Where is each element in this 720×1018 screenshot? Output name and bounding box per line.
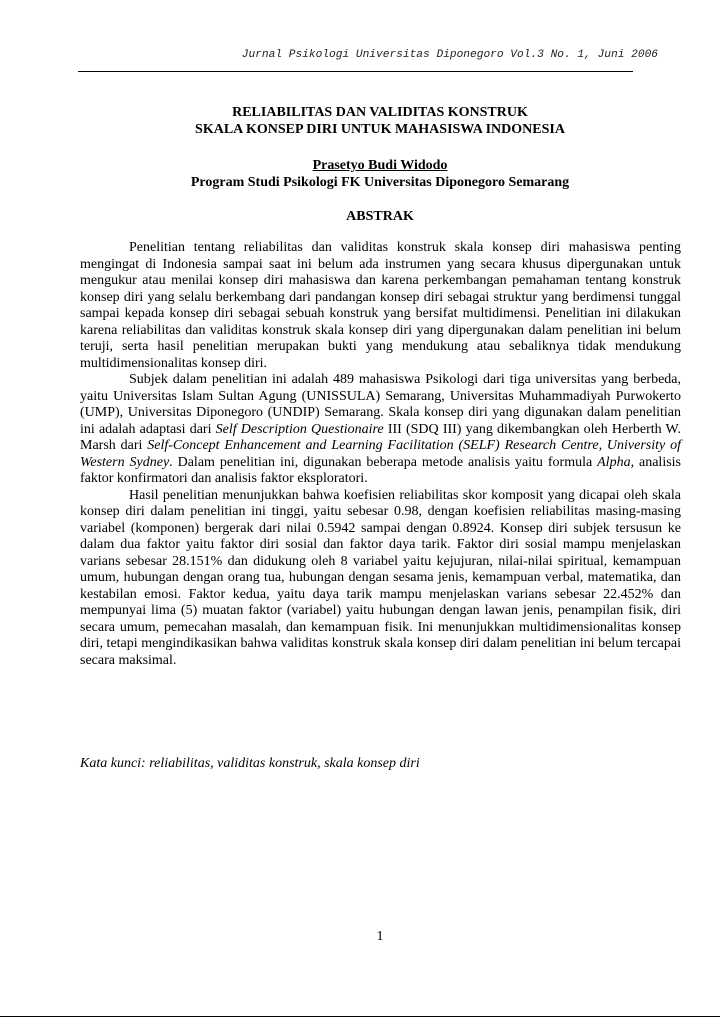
author-affiliation: Program Studi Psikologi FK Universitas Diponegoro Semarang [190, 175, 570, 190]
journal-running-head: Jurnal Psikologi Universitas Diponegoro Vol.3 No. 1, Juni 2006 [241, 49, 658, 61]
abstract-paragraph-1: Penelitian tentang reliabilitas dan validitas konstruk skala konsep diri mahasiswa penting mengingat di Indonesia sampai saat ini belum ada instrumen yang secara khusus dipergunakan untuk mengukur atau menilai konsep diri mahasiswa dan karena perkembangan pemahaman tentang konstruk konsep diri yang selalu berkembang dari pandangan konsep diri sebagai struktur yang berdimensi tunggal sampai kepada konsep diri sebagai sebuah konstruk yang bersifat multidimensi. Penelitian ini dilakukan karena reliabilitas dan validitas konstruk skala konsep diri yang dipergunakan dalam penelitian ini belum teruji, serta hasil penelitian merupakan bukti yang mendukung atau sebaliknya tidak mendukung multidimensionalitas konsep diri. [80, 240, 681, 371]
title-line-1: RELIABILITAS DAN VALIDITAS KONSTRUK [232, 105, 528, 120]
p2-text-1: Subjek dalam penelitian ini adalah 489 mahasiswa Psikologi dari tiga universitas yang berbeda, yaitu Universitas Islam Sultan Agung (UNISSULA) Semarang, Universitas Muhammadiyah Purwokerto (UMP), Universitas Diponegoro (UNDIP) Semarang. Skala konsep diri yang digunakan dalam penelitian ini adalah adaptasi dari [80, 372, 681, 437]
author-name: Prasetyo Budi Widodo [312, 158, 448, 173]
p2-italic-sdq: Self Description Questionaire [215, 421, 384, 437]
abstract-paragraph-2 [80, 372, 681, 488]
p2-text-2: III (SDQ III) yang dikembangkan oleh Herberth W. Marsh dari [80, 421, 681, 453]
header-rule [78, 71, 633, 72]
keywords: Kata kunci: reliabilitas, validitas konstruk, skala konsep diri [80, 756, 420, 771]
abstract-heading: ABSTRAK [346, 209, 414, 224]
p2-italic-alpha: Alpha, [597, 454, 635, 470]
p2-text-4: analisis faktor konfirmatori dan analisis faktor eksploratori. [80, 454, 682, 486]
p2-text-3: . Dalam penelitian ini, digunakan beberapa metode analisis yaitu formula [169, 454, 598, 470]
page-bottom-edge [0, 1016, 720, 1017]
p2-italic-self-centre: Self-Concept Enhancement and Learning Facilitation (SELF) Research Centre, University of Western Sydney [80, 438, 681, 470]
author-block [40, 157, 720, 191]
abstract-body [80, 240, 681, 669]
paper-title [40, 104, 720, 138]
page-number: 1 [376, 929, 384, 944]
abstract-paragraph-3: Hasil penelitian menunjukkan bahwa koefisien reliabilitas skor komposit yang dicapai oleh skala konsep diri dalam penelitian ini tinggi, yaitu sebesar 0.98, dengan koefisien reliabilitas masing-masing variabel (komponen) bergerak dari nilai 0.5942 sampai dengan 0.8924. Konsep diri subjek tersusun ke dalam dua faktor yaitu faktor diri sosial dan faktor daya tarik. Faktor diri sosial mampu menjelaskan varians sebesar 28.151% dan didukung oleh 8 variabel yaitu kejujuran, nilai-nilai spiritual, kemampuan umum, hubungan dengan orang tua, hubungan dengan sesama jenis, kemampuan verbal, matematika, dan kestabilan emosi. Faktor kedua, yaitu daya tarik mampu menjelaskan varians sebesar 22.452% dan mempunyai lima (5) muatan faktor (variabel) yaitu hubungan dengan lawan jenis, penampilan fisik, diri secara umum, pemecahan masalah, dan kemampuan fisik. Ini menunjukkan multidimensionalitas konsep diri, tetapi mengindikasikan bahwa validitas konstruk skala konsep diri dalam penelitian ini belum tercapai secara maksimal. [80, 487, 681, 668]
title-line-2: SKALA KONSEP DIRI UNTUK MAHASISWA INDONESIA [195, 122, 565, 137]
